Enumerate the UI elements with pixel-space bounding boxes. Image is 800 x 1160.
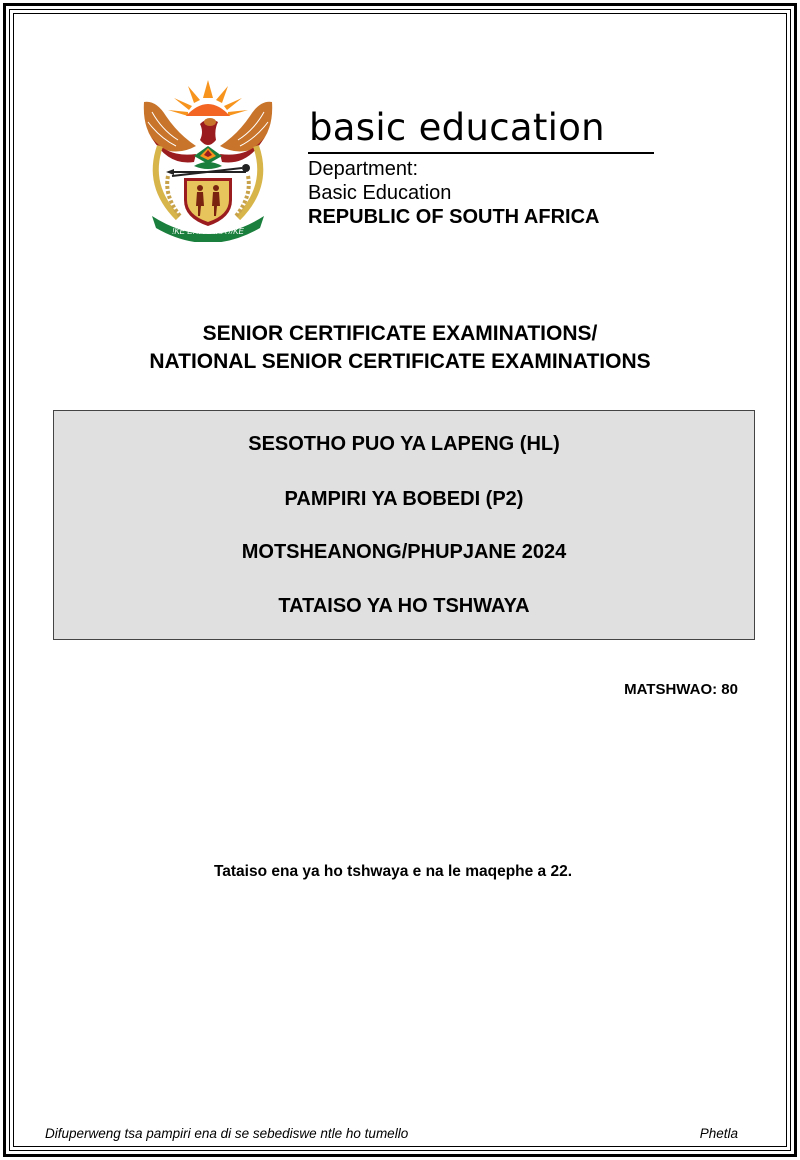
coat-of-arms-icon — [138, 76, 278, 242]
paper-info-box — [53, 410, 755, 640]
exam-title-line2: NATIONAL SENIOR CERTIFICATE EXAMINATIONS — [149, 350, 651, 373]
page-count-note: Tataiso ena ya ho tshwaya e na le maqephe a 22. — [213, 863, 573, 880]
exam-session: MOTSHEANONG/PHUPJANE 2024 — [241, 541, 567, 563]
exam-title-line1: SENIOR CERTIFICATE EXAMINATIONS/ — [202, 322, 598, 345]
department-logo-text — [308, 106, 656, 229]
svg-text:!KE E: /XARRA //KE: !KE E: /XARRA //KE — [172, 227, 244, 236]
subject-title: SESOTHO PUO YA LAPENG (HL) — [248, 433, 560, 455]
logo-wordmark: basic education — [309, 106, 605, 149]
document-type: TATAISO YA HO TSHWAYA — [278, 595, 530, 617]
department-name: Basic Education — [308, 182, 452, 204]
exam-title — [0, 320, 800, 376]
total-marks: MATSHWAO: 80 — [624, 681, 738, 698]
paper-number: PAMPIRI YA BOBEDI (P2) — [284, 488, 524, 510]
logo-divider — [308, 152, 654, 154]
department-label: Department: — [308, 158, 419, 180]
turn-over-label: Phetla — [699, 1126, 738, 1141]
country-name: REPUBLIC OF SOUTH AFRICA — [308, 206, 600, 228]
copyright-notice: Difuperweng tsa pampiri ena di se sebediswe ntle ho tumello — [45, 1126, 409, 1141]
